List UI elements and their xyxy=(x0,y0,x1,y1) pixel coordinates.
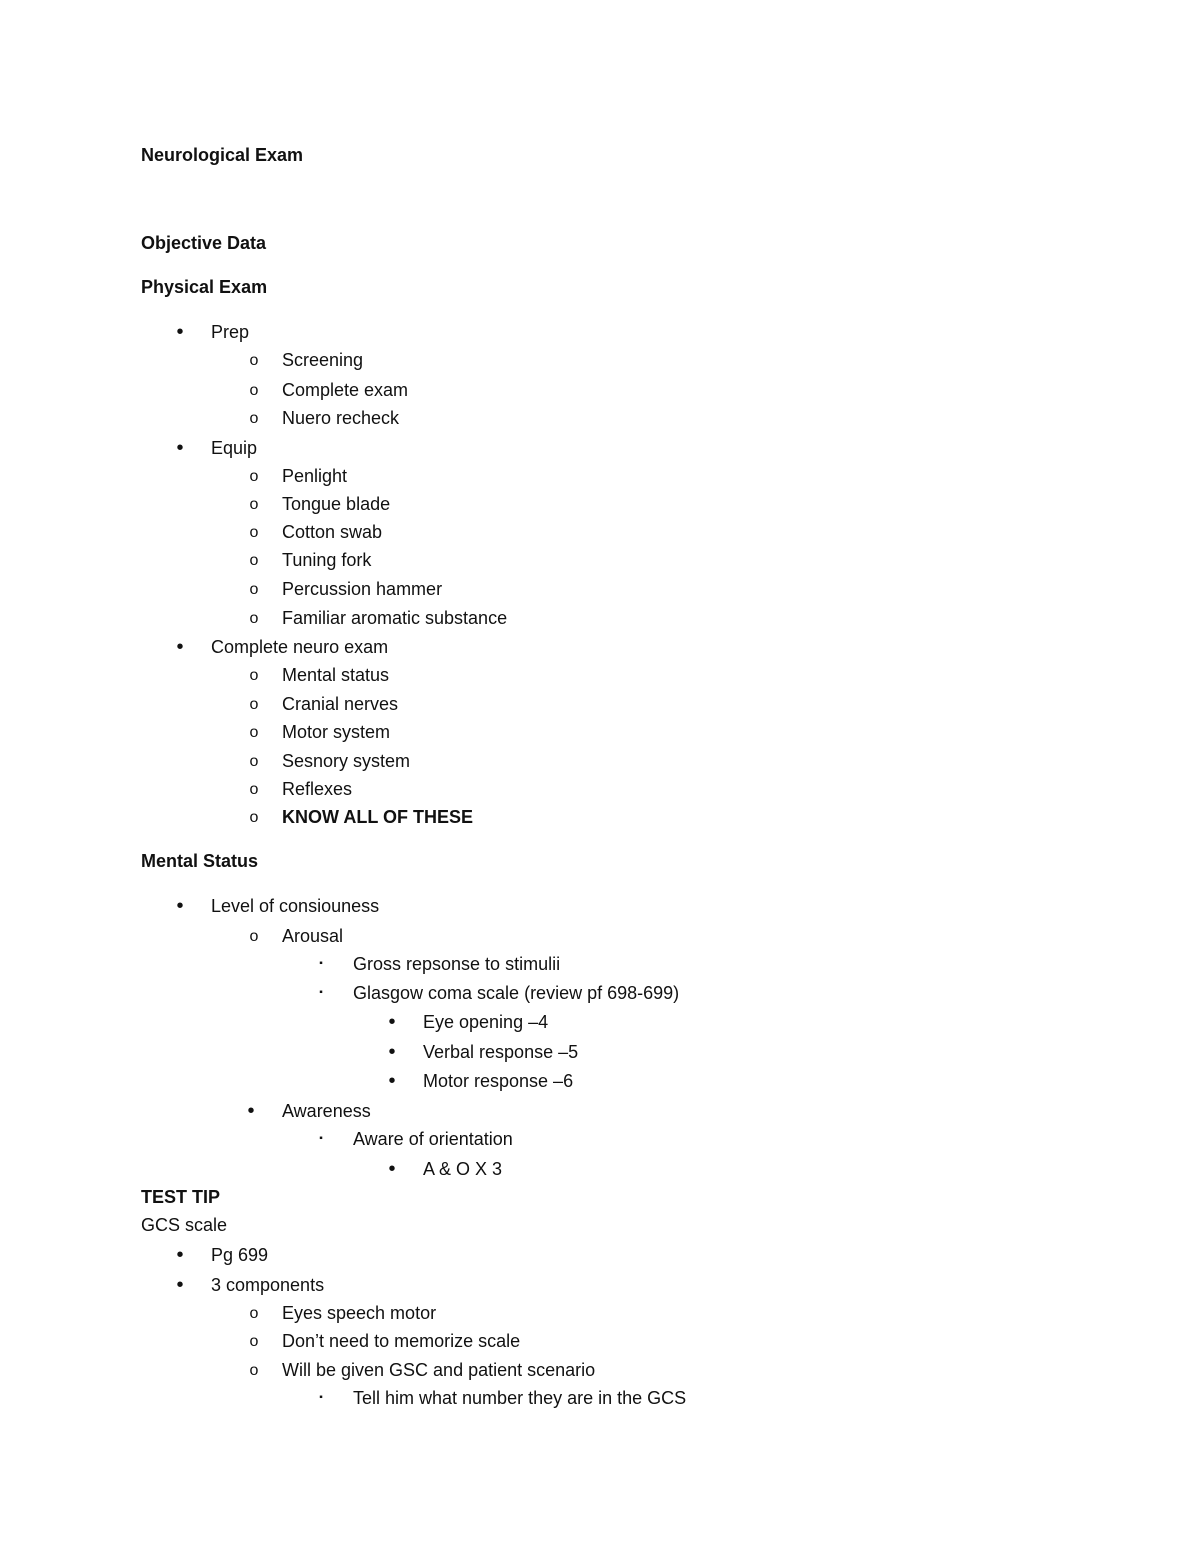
bullet-marker: • xyxy=(388,1158,396,1180)
list-item: Cotton swab xyxy=(282,522,383,542)
circle-marker: o xyxy=(249,1305,259,1322)
list-item: Will be given GSC and patient scenario xyxy=(282,1360,596,1380)
circle-marker: o xyxy=(249,552,259,569)
list-item: Glasgow coma scale (review pf 698-699) xyxy=(353,983,680,1003)
circle-marker: o xyxy=(249,610,259,627)
list-item: Screening xyxy=(282,350,364,370)
list-item: Eye opening –4 xyxy=(423,1012,549,1032)
section-heading-physical: Physical Exam xyxy=(141,277,268,297)
list-item-equip: Equip xyxy=(211,438,258,458)
list-item-prep: Prep xyxy=(211,322,250,342)
list-item: 3 components xyxy=(211,1275,325,1295)
circle-marker: o xyxy=(249,581,259,598)
square-marker: ▪ xyxy=(319,1133,323,1144)
list-item: Motor system xyxy=(282,722,391,742)
list-item: Aware of orientation xyxy=(353,1129,513,1149)
document-title: Neurological Exam xyxy=(141,145,304,165)
bullet-marker: • xyxy=(388,1041,396,1063)
list-item: Nuero recheck xyxy=(282,408,400,428)
list-item: Familiar aromatic substance xyxy=(282,608,508,628)
bullet-marker: • xyxy=(176,437,184,459)
list-item-emphasis: KNOW ALL OF THESE xyxy=(282,807,473,827)
circle-marker: o xyxy=(249,753,259,770)
circle-marker: o xyxy=(249,928,259,945)
square-marker: ▪ xyxy=(319,1392,323,1403)
section-heading-mental: Mental Status xyxy=(141,851,259,871)
list-item: Mental status xyxy=(282,665,390,685)
list-item: Level of consiouness xyxy=(211,896,380,916)
bullet-marker: • xyxy=(247,1100,255,1122)
bullet-marker: • xyxy=(176,636,184,658)
list-item: Don’t need to memorize scale xyxy=(282,1331,521,1351)
circle-marker: o xyxy=(249,781,259,798)
list-item: Motor response –6 xyxy=(423,1071,574,1091)
list-item: Tell him what number they are in the GCS xyxy=(353,1388,687,1408)
list-item: Tuning fork xyxy=(282,550,372,570)
circle-marker: o xyxy=(249,667,259,684)
bullet-marker: • xyxy=(176,895,184,917)
square-marker: ▪ xyxy=(319,958,323,969)
circle-marker: o xyxy=(249,1362,259,1379)
circle-marker: o xyxy=(249,468,259,485)
circle-marker: o xyxy=(249,696,259,713)
list-item: A & O X 3 xyxy=(423,1159,503,1179)
bullet-marker: • xyxy=(388,1070,396,1092)
list-item: Arousal xyxy=(282,926,344,946)
bullet-marker: • xyxy=(176,1244,184,1266)
list-item: Eyes speech motor xyxy=(282,1303,437,1323)
list-item: Reflexes xyxy=(282,779,353,799)
circle-marker: o xyxy=(249,1333,259,1350)
circle-marker: o xyxy=(249,809,259,826)
circle-marker: o xyxy=(249,410,259,427)
bullet-marker: • xyxy=(388,1011,396,1033)
list-item: Sesnory system xyxy=(282,751,411,771)
section-heading-objective: Objective Data xyxy=(141,233,267,253)
bullet-marker: • xyxy=(176,321,184,343)
circle-marker: o xyxy=(249,352,259,369)
gcs-label: GCS scale xyxy=(141,1215,228,1235)
list-item: Complete exam xyxy=(282,380,409,400)
square-marker: ▪ xyxy=(319,987,323,998)
list-item: Pg 699 xyxy=(211,1245,269,1265)
list-item-complete-neuro: Complete neuro exam xyxy=(211,637,389,657)
circle-marker: o xyxy=(249,524,259,541)
list-item: Cranial nerves xyxy=(282,694,399,714)
circle-marker: o xyxy=(249,382,259,399)
list-item: Verbal response –5 xyxy=(423,1042,579,1062)
list-item: Percussion hammer xyxy=(282,579,443,599)
list-item: Gross repsonse to stimulii xyxy=(353,954,561,974)
list-item: Penlight xyxy=(282,466,348,486)
circle-marker: o xyxy=(249,496,259,513)
bullet-marker: • xyxy=(176,1274,184,1296)
circle-marker: o xyxy=(249,724,259,741)
list-item: Tongue blade xyxy=(282,494,391,514)
test-tip-heading: TEST TIP xyxy=(141,1187,221,1207)
list-item: Awareness xyxy=(282,1101,371,1121)
